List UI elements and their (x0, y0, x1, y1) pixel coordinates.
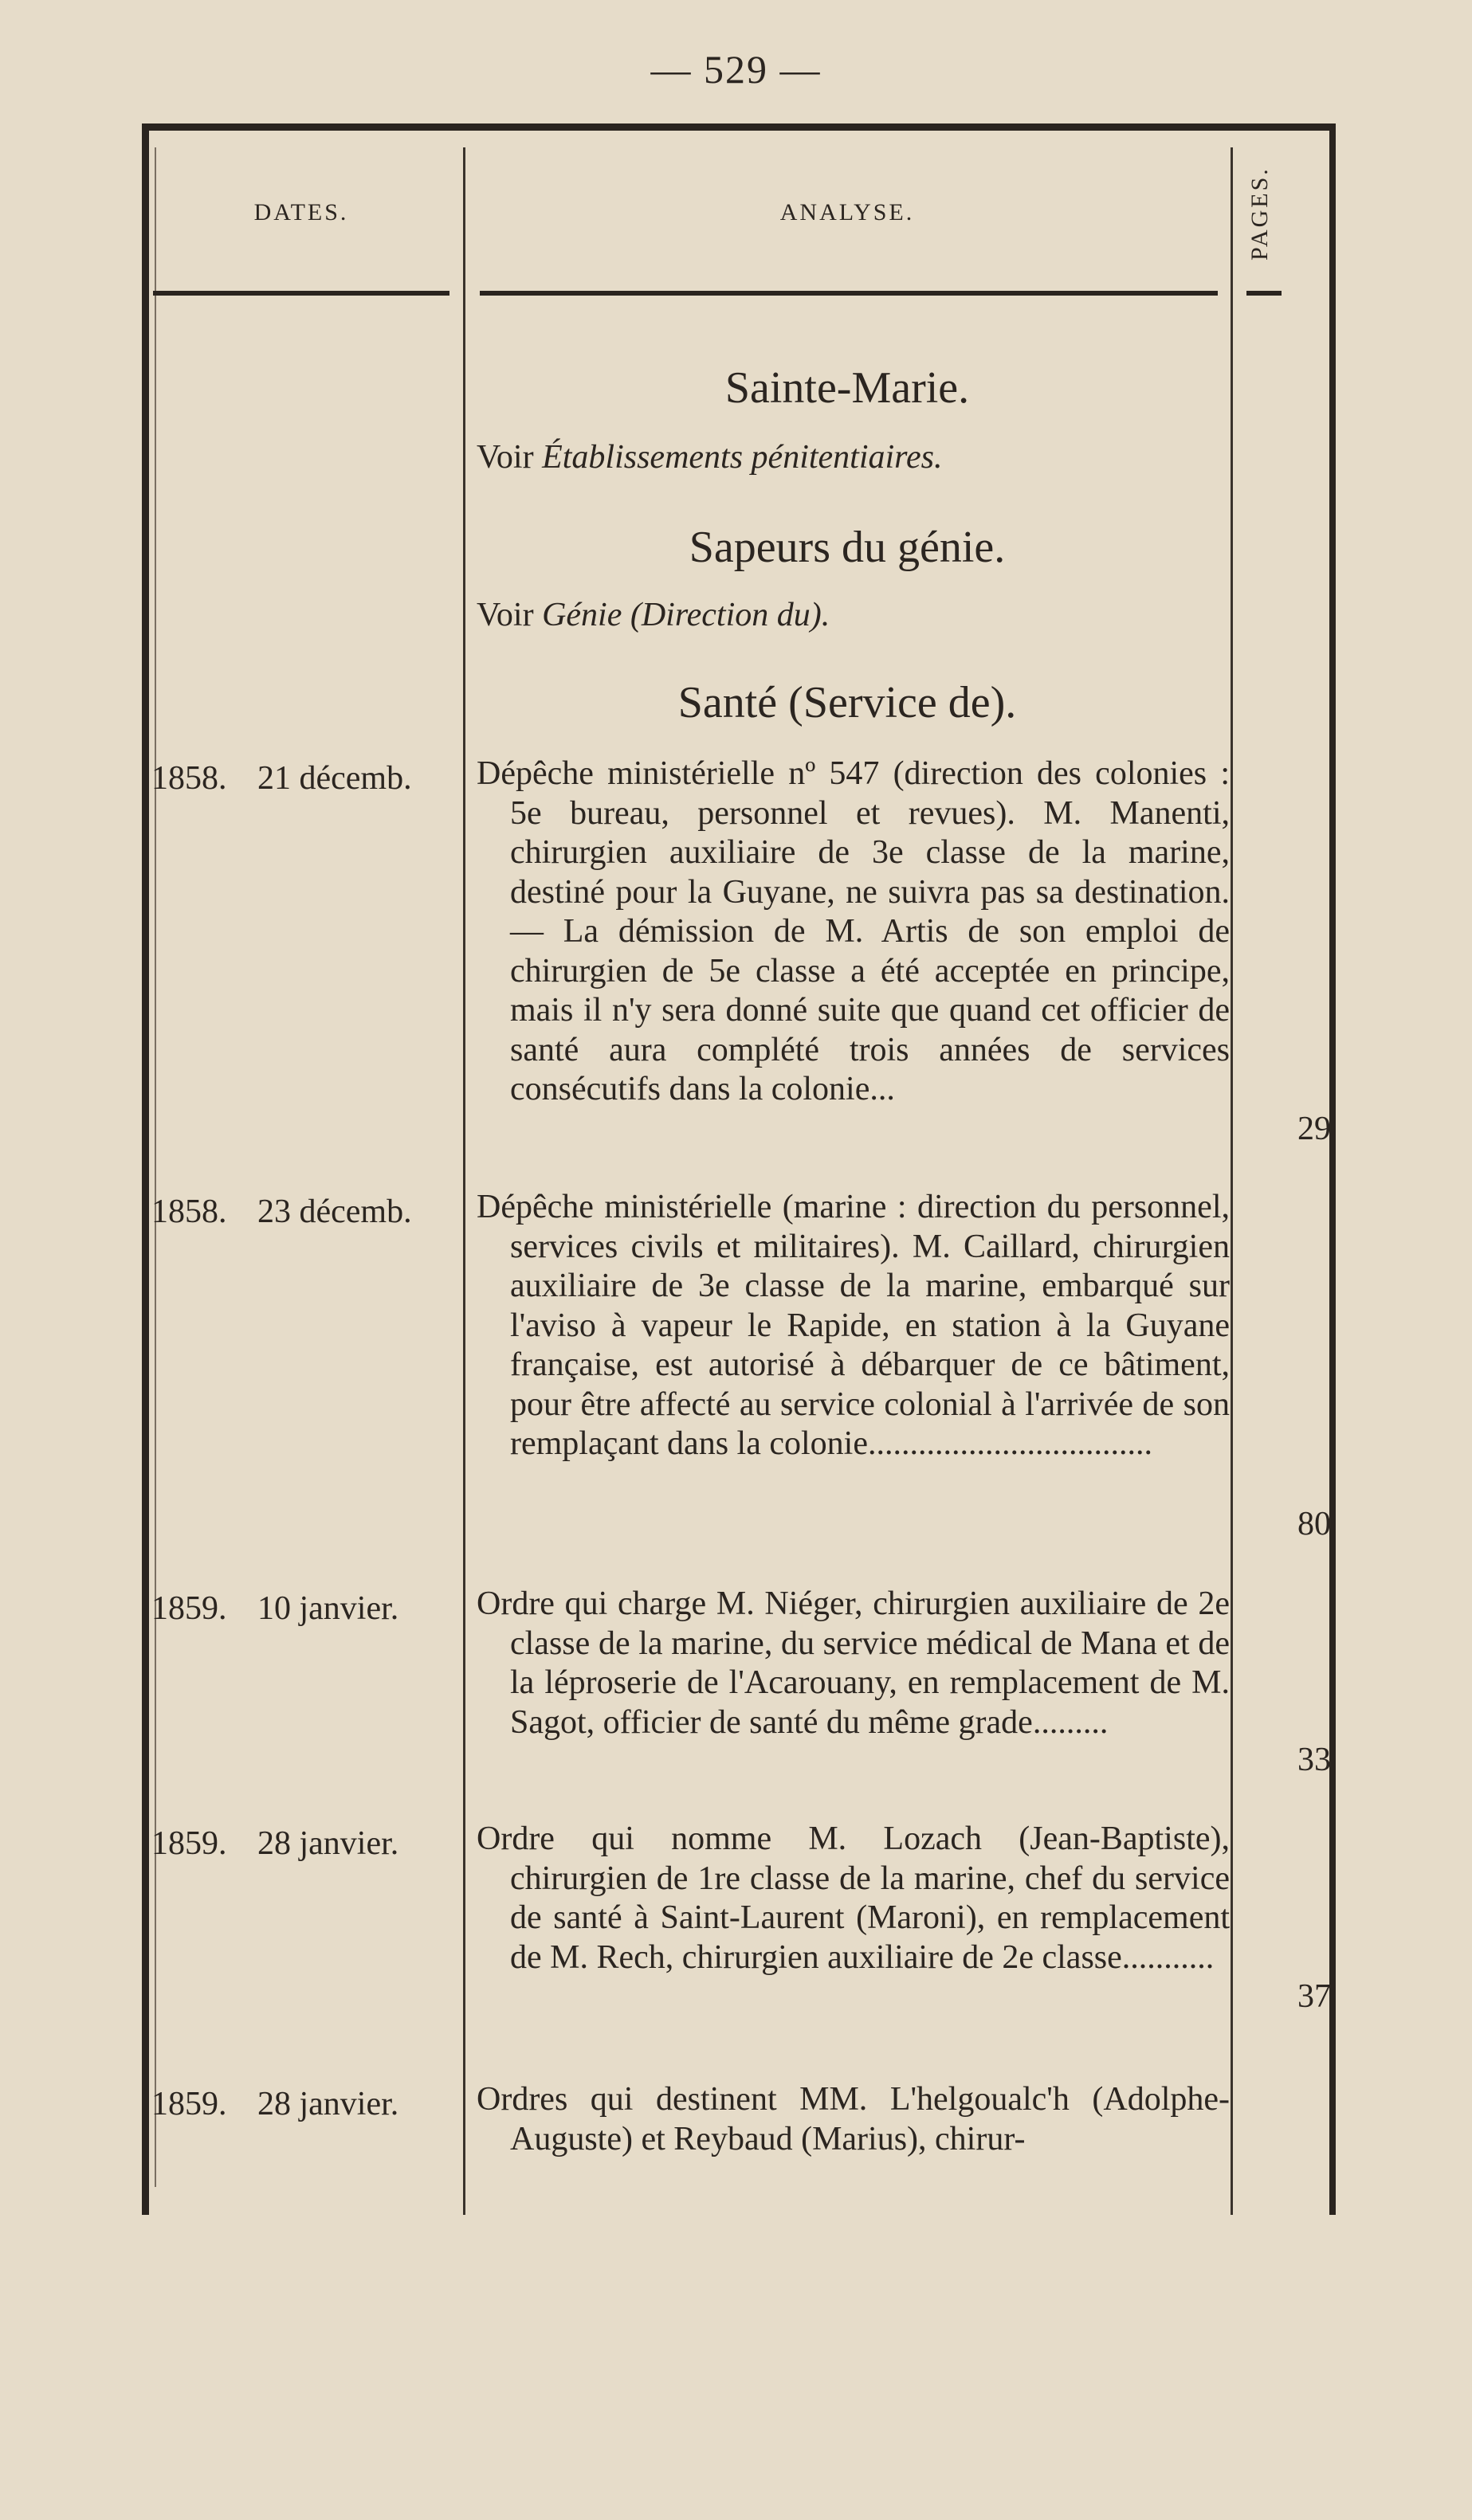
entry-page: 33 (1297, 1742, 1331, 1778)
column-rule-dates (463, 147, 465, 2215)
table-top-rule (142, 123, 1336, 131)
see-also (477, 438, 942, 476)
header-pages-label: PAGES. (1246, 167, 1273, 261)
entry-page: 80 (1297, 1506, 1331, 1542)
entry-paragraph: Ordres qui destinent MM. L'helgoualc'h (Adolphe-Auguste) et Reybaud (Marius), chirur- (477, 2081, 1230, 2157)
table-left-border (142, 123, 149, 2215)
entry-day: 28 janvier. (257, 2086, 399, 2122)
entry-year: 1858. (151, 760, 227, 797)
entry-day: 21 décemb. (257, 760, 412, 797)
header-rule-analyse (480, 291, 1218, 296)
inner-left-rule (155, 147, 156, 2187)
entry-paragraph: Ordre qui charge M. Niéger, chirurgien auxiliaire de 2e classe de la marine, du service médical de Mana et de la léproserie de l'Acarouany, en remplacement de M. Sagot, officier de santé du même grade......... (477, 1585, 1230, 1741)
header-dates: DATES. (253, 199, 349, 225)
entry-day: 10 janvier. (257, 1590, 399, 1627)
section-title: Sainte-Marie. (724, 363, 970, 413)
entry-page: 29 (1297, 1111, 1331, 1147)
entry-paragraph: Ordre qui nomme M. Lozach (Jean-Baptiste), chirurgien de 1re classe de la marine, chef du service de santé à Saint-Laurent (Maroni), en remplacement de M. Rech, chirurgien auxiliaire de 2e classe........... (477, 1820, 1230, 1976)
section-title: Sapeurs du génie. (689, 523, 1006, 572)
entry-day: 23 décemb. (257, 1193, 412, 1230)
entry-text (477, 1585, 1230, 1742)
header-pages (1240, 167, 1280, 267)
entry-text (477, 2080, 1230, 2159)
see-also (477, 596, 830, 634)
page-number: — 529 — (650, 47, 822, 92)
entry-text (477, 1188, 1230, 1464)
entry-paragraph: Dépêche ministérielle (marine : direction du personnel, services civils et militaires). M. Caillard, chirurgien auxiliaire de 3e classe de la marine, embarqué sur l'aviso à vapeur le Rapide, en station à la Guyane française, est autorisé à débarquer de ce bâtiment, pour être affecté au service colonial à l'arrivée de son remplaçant dans la colonie.................................. (477, 1189, 1230, 1462)
header-rule-pages (1246, 291, 1282, 296)
column-rule-pages (1231, 147, 1233, 2215)
entry-page: 37 (1297, 1978, 1331, 2015)
see-also-ref: Établissements pénitentiaires. (542, 439, 943, 476)
index-table (142, 123, 1336, 2215)
table-right-border (1329, 123, 1336, 2215)
header-analyse: ANALYSE. (779, 199, 915, 225)
entry-year: 1859. (151, 1590, 227, 1627)
entry-paragraph: Dépêche ministérielle nº 547 (direction des colonies : 5e bureau, personnel et revues). M. Manenti, chirurgien auxiliaire de 3e classe de la marine, destiné pour la Guyane, ne suivra pas sa destination. — La démission de M. Artis de son emploi de chirurgien de 5e classe a été acceptée en principe, mais il n'y sera donné suite que quand cet officier de santé aura complété trois années de services consécutifs dans la colonie... (477, 755, 1230, 1107)
header-rule-dates (153, 291, 449, 296)
see-also-label: Voir (477, 439, 534, 476)
entry-text (477, 1820, 1230, 1977)
entry-text (477, 754, 1230, 1110)
see-also-label: Voir (477, 597, 534, 633)
entry-year: 1859. (151, 1825, 227, 1862)
entry-year: 1858. (151, 1193, 227, 1230)
section-title: Santé (Service de). (677, 678, 1017, 727)
see-also-ref: Génie (Direction du). (542, 597, 830, 633)
entry-day: 28 janvier. (257, 1825, 399, 1862)
entry-year: 1859. (151, 2086, 227, 2122)
